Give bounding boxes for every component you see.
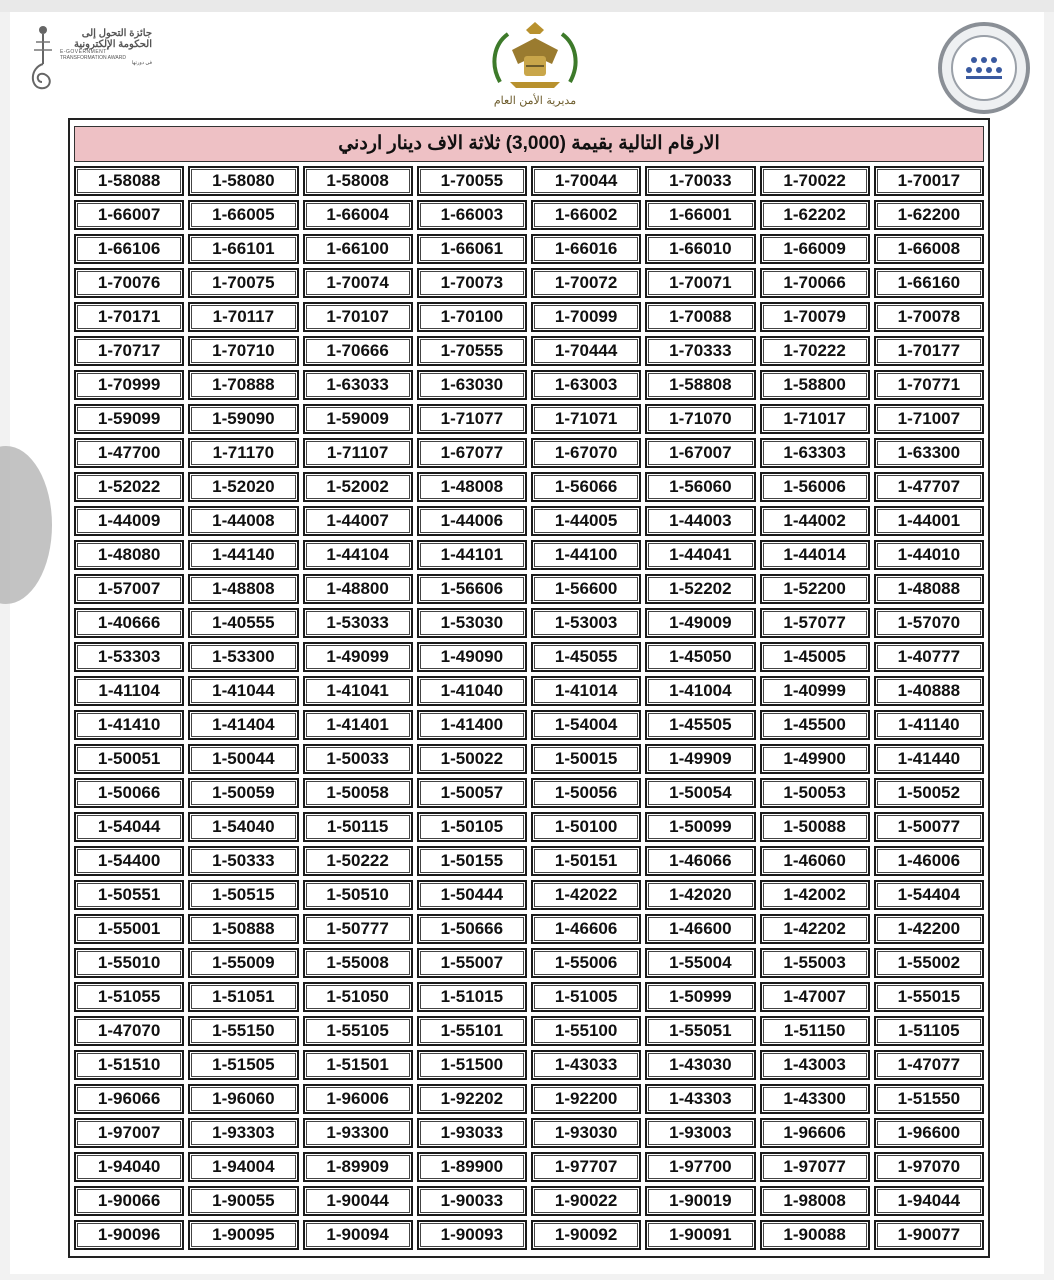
plate-number-cell: 1-70333 (645, 336, 755, 366)
plate-number-cell: 1-40999 (760, 676, 870, 706)
plate-number-cell: 1-50057 (417, 778, 527, 808)
plate-number-cell: 1-47077 (874, 1050, 984, 1080)
plate-number-cell: 1-50052 (874, 778, 984, 808)
plate-number-cell: 1-71017 (760, 404, 870, 434)
plate-number-cell: 1-93300 (303, 1118, 413, 1148)
plate-number-cell: 1-55003 (760, 948, 870, 978)
plate-number-cell: 1-70076 (74, 268, 184, 298)
plate-number-cell: 1-55015 (874, 982, 984, 1012)
plate-number-cell: 1-40555 (188, 608, 298, 638)
plate-number-cell: 1-66009 (760, 234, 870, 264)
plate-number-cell: 1-47700 (74, 438, 184, 468)
plate-number-cell: 1-50100 (531, 812, 641, 842)
plate-number-cell: 1-58088 (74, 166, 184, 196)
plate-number-cell: 1-41400 (417, 710, 527, 740)
plate-number-cell: 1-94044 (874, 1186, 984, 1216)
plate-number-cell: 1-70073 (417, 268, 527, 298)
plate-number-cell: 1-51500 (417, 1050, 527, 1080)
plate-number-cell: 1-90094 (303, 1220, 413, 1250)
egov-award-logo (28, 24, 152, 104)
plate-number-cell: 1-70022 (760, 166, 870, 196)
plate-number-cell: 1-63303 (760, 438, 870, 468)
plate-number-cell: 1-97077 (760, 1152, 870, 1182)
plate-number-cell: 1-50059 (188, 778, 298, 808)
plate-number-cell: 1-66001 (645, 200, 755, 230)
plate-number-cell: 1-44010 (874, 540, 984, 570)
plate-number-cell: 1-50058 (303, 778, 413, 808)
plate-number-cell: 1-70078 (874, 302, 984, 332)
plate-number-cell: 1-70177 (874, 336, 984, 366)
plate-number-cell: 1-90093 (417, 1220, 527, 1250)
plate-number-cell: 1-54004 (531, 710, 641, 740)
plate-number-cell: 1-50777 (303, 914, 413, 944)
plate-number-cell: 1-51055 (74, 982, 184, 1012)
plate-number-cell: 1-51150 (760, 1016, 870, 1046)
plate-number-cell: 1-47007 (760, 982, 870, 1012)
plate-number-cell: 1-90033 (417, 1186, 527, 1216)
plate-number-cell: 1-97707 (531, 1152, 641, 1182)
plate-number-cell: 1-52200 (760, 574, 870, 604)
plate-number-cell: 1-90055 (188, 1186, 298, 1216)
plate-number-cell: 1-45505 (645, 710, 755, 740)
plate-number-cell: 1-96066 (74, 1084, 184, 1114)
plate-number-cell: 1-50105 (417, 812, 527, 842)
plate-number-cell: 1-70071 (645, 268, 755, 298)
plate-number-cell: 1-89909 (303, 1152, 413, 1182)
plate-number-cell: 1-49090 (417, 642, 527, 672)
award-line-1: جائزة التحول إلى (81, 28, 152, 39)
plate-number-cell: 1-66160 (874, 268, 984, 298)
plate-number-cell: 1-49909 (645, 744, 755, 774)
plate-number-cell: 1-40777 (874, 642, 984, 672)
plate-number-cell: 1-71107 (303, 438, 413, 468)
plate-number-cell: 1-67077 (417, 438, 527, 468)
plate-number-cell: 1-50033 (303, 744, 413, 774)
plate-number-cell: 1-51015 (417, 982, 527, 1012)
plate-number-cell: 1-54400 (74, 846, 184, 876)
plate-number-cell: 1-89900 (417, 1152, 527, 1182)
plate-number-cell: 1-49900 (760, 744, 870, 774)
plate-number-cell: 1-59009 (303, 404, 413, 434)
plate-number-cell: 1-50551 (74, 880, 184, 910)
plate-number-cell: 1-62202 (760, 200, 870, 230)
plate-number-cell: 1-41041 (303, 676, 413, 706)
plate-number-cell: 1-66008 (874, 234, 984, 264)
plate-number-cell: 1-58808 (645, 370, 755, 400)
plate-number-cell: 1-49009 (645, 608, 755, 638)
plate-number-cell: 1-44006 (417, 506, 527, 536)
plate-number-cell: 1-40666 (74, 608, 184, 638)
plate-number-cell: 1-55105 (303, 1016, 413, 1046)
plate-number-cell: 1-51105 (874, 1016, 984, 1046)
plate-number-cell: 1-50088 (760, 812, 870, 842)
plate-number-cell: 1-44002 (760, 506, 870, 536)
plate-number-cell: 1-57077 (760, 608, 870, 638)
plate-number-cell: 1-55101 (417, 1016, 527, 1046)
plate-number-cell: 1-96606 (760, 1118, 870, 1148)
plate-number-cell: 1-56060 (645, 472, 755, 502)
plate-number-cell: 1-46060 (760, 846, 870, 876)
plate-number-cell: 1-53303 (74, 642, 184, 672)
plate-number-cell: 1-90088 (760, 1220, 870, 1250)
plate-number-cell: 1-70717 (74, 336, 184, 366)
plate-number-cell: 1-46600 (645, 914, 755, 944)
plate-number-cell: 1-59099 (74, 404, 184, 434)
plate-number-cell: 1-71077 (417, 404, 527, 434)
plate-number-cell: 1-50077 (874, 812, 984, 842)
table-title: الارقام التالية بقيمة (3,000) ثلاثة الاف دينار اردني (74, 126, 984, 162)
plate-number-cell: 1-50666 (417, 914, 527, 944)
award-line-4: TRANSFORMATION AWARD (60, 54, 126, 61)
plate-number-cell: 1-71007 (874, 404, 984, 434)
plate-number-cell: 1-43003 (760, 1050, 870, 1080)
plate-number-cell: 1-70171 (74, 302, 184, 332)
plate-numbers-table (74, 166, 984, 1250)
plate-number-cell: 1-55051 (645, 1016, 755, 1046)
plate-number-cell: 1-55009 (188, 948, 298, 978)
plate-number-cell: 1-56006 (760, 472, 870, 502)
plate-number-cell: 1-44005 (531, 506, 641, 536)
plate-number-cell: 1-56600 (531, 574, 641, 604)
plate-number-cell: 1-48008 (417, 472, 527, 502)
plate-number-cell: 1-55008 (303, 948, 413, 978)
plate-number-cell: 1-70771 (874, 370, 984, 400)
plate-number-cell: 1-70222 (760, 336, 870, 366)
plate-number-cell: 1-66003 (417, 200, 527, 230)
plate-number-cell: 1-51501 (303, 1050, 413, 1080)
plate-number-cell: 1-93033 (417, 1118, 527, 1148)
plate-number-cell: 1-90091 (645, 1220, 755, 1250)
plate-number-cell: 1-46006 (874, 846, 984, 876)
plate-number-cell: 1-90095 (188, 1220, 298, 1250)
plate-number-cell: 1-42202 (760, 914, 870, 944)
plate-number-cell: 1-48808 (188, 574, 298, 604)
plate-number-cell: 1-41044 (188, 676, 298, 706)
plate-number-cell: 1-59090 (188, 404, 298, 434)
plate-number-cell: 1-52020 (188, 472, 298, 502)
plate-number-cell: 1-70107 (303, 302, 413, 332)
plate-number-cell: 1-71070 (645, 404, 755, 434)
plate-number-cell: 1-70710 (188, 336, 298, 366)
plate-number-cell: 1-93303 (188, 1118, 298, 1148)
plate-number-cell: 1-96600 (874, 1118, 984, 1148)
plate-number-cell: 1-70100 (417, 302, 527, 332)
plate-number-cell: 1-70079 (760, 302, 870, 332)
plate-number-cell: 1-66106 (74, 234, 184, 264)
plate-number-cell: 1-41004 (645, 676, 755, 706)
plate-number-cell: 1-96060 (188, 1084, 298, 1114)
plate-number-cell: 1-70055 (417, 166, 527, 196)
plate-number-cell: 1-44101 (417, 540, 527, 570)
plate-number-cell: 1-50510 (303, 880, 413, 910)
plate-number-cell: 1-44104 (303, 540, 413, 570)
plate-number-cell: 1-47070 (74, 1016, 184, 1046)
eagle-crest-icon (480, 20, 590, 94)
plate-number-cell: 1-40888 (874, 676, 984, 706)
plate-number-cell: 1-70999 (74, 370, 184, 400)
plate-number-cell: 1-93003 (645, 1118, 755, 1148)
plate-number-cell: 1-66004 (303, 200, 413, 230)
plate-number-cell: 1-44014 (760, 540, 870, 570)
plate-number-cell: 1-57007 (74, 574, 184, 604)
plate-number-cell: 1-47707 (874, 472, 984, 502)
plate-number-cell: 1-55007 (417, 948, 527, 978)
plate-number-cell: 1-44009 (74, 506, 184, 536)
plate-number-cell: 1-66010 (645, 234, 755, 264)
plate-number-cell: 1-53003 (531, 608, 641, 638)
plate-number-cell: 1-48800 (303, 574, 413, 604)
plate-number-cell: 1-48080 (74, 540, 184, 570)
plate-number-cell: 1-44007 (303, 506, 413, 536)
plate-number-cell: 1-50222 (303, 846, 413, 876)
plate-number-cell: 1-97007 (74, 1118, 184, 1148)
plate-number-cell: 1-94040 (74, 1152, 184, 1182)
plate-number-cell: 1-63033 (303, 370, 413, 400)
plate-number-cell: 1-63300 (874, 438, 984, 468)
plate-number-cell: 1-42020 (645, 880, 755, 910)
plate-number-cell: 1-41410 (74, 710, 184, 740)
plate-number-cell: 1-66101 (188, 234, 298, 264)
award-line-2: الحكومة الإلكترونية (73, 39, 152, 50)
plate-number-cell: 1-41404 (188, 710, 298, 740)
plate-number-cell: 1-41040 (417, 676, 527, 706)
plate-number-cell: 1-54044 (74, 812, 184, 842)
plate-number-cell: 1-41014 (531, 676, 641, 706)
plate-number-cell: 1-50051 (74, 744, 184, 774)
award-emblem-icon (28, 24, 58, 96)
plate-number-cell: 1-66007 (74, 200, 184, 230)
plate-number-cell: 1-46606 (531, 914, 641, 944)
plate-number-cell: 1-70444 (531, 336, 641, 366)
plate-number-cell: 1-58008 (303, 166, 413, 196)
plate-number-cell: 1-63030 (417, 370, 527, 400)
plate-number-cell: 1-70099 (531, 302, 641, 332)
plate-number-cell: 1-62200 (874, 200, 984, 230)
plate-number-cell: 1-53030 (417, 608, 527, 638)
plate-number-cell: 1-66005 (188, 200, 298, 230)
plate-number-cell: 1-54404 (874, 880, 984, 910)
plate-number-cell: 1-50015 (531, 744, 641, 774)
plate-number-cell: 1-55100 (531, 1016, 641, 1046)
plate-number-cell: 1-58080 (188, 166, 298, 196)
plate-number-cell: 1-70555 (417, 336, 527, 366)
plate-number-cell: 1-50044 (188, 744, 298, 774)
plate-number-cell: 1-56606 (417, 574, 527, 604)
plate-number-cell: 1-94004 (188, 1152, 298, 1182)
plate-number-cell: 1-66002 (531, 200, 641, 230)
plate-number-cell: 1-51050 (303, 982, 413, 1012)
plate-number-cell: 1-70033 (645, 166, 755, 196)
plate-number-cell: 1-90092 (531, 1220, 641, 1250)
plate-number-cell: 1-50155 (417, 846, 527, 876)
award-line-3: E-GOVERNMENT (60, 49, 107, 55)
plate-number-cell: 1-70666 (303, 336, 413, 366)
plate-number-cell: 1-45500 (760, 710, 870, 740)
plate-number-cell: 1-66100 (303, 234, 413, 264)
plate-number-cell: 1-45005 (760, 642, 870, 672)
plate-number-cell: 1-58800 (760, 370, 870, 400)
plate-number-cell: 1-92200 (531, 1084, 641, 1114)
plate-number-cell: 1-67007 (645, 438, 755, 468)
plate-number-cell: 1-50022 (417, 744, 527, 774)
plate-number-cell: 1-92202 (417, 1084, 527, 1114)
plate-number-cell: 1-50054 (645, 778, 755, 808)
plate-number-cell: 1-97070 (874, 1152, 984, 1182)
plate-number-cell: 1-56066 (531, 472, 641, 502)
plate-number-cell: 1-50056 (531, 778, 641, 808)
plate-number-cell: 1-45055 (531, 642, 641, 672)
plate-number-cell: 1-50515 (188, 880, 298, 910)
plate-number-cell: 1-44140 (188, 540, 298, 570)
plate-number-cell: 1-90022 (531, 1186, 641, 1216)
plate-number-cell: 1-50115 (303, 812, 413, 842)
plate-number-cell: 1-55150 (188, 1016, 298, 1046)
plate-number-cell: 1-50444 (417, 880, 527, 910)
plate-number-cell: 1-43033 (531, 1050, 641, 1080)
plate-number-cell: 1-42022 (531, 880, 641, 910)
plate-number-cell: 1-55010 (74, 948, 184, 978)
plate-number-cell: 1-50888 (188, 914, 298, 944)
plate-number-cell: 1-51505 (188, 1050, 298, 1080)
plate-number-cell: 1-52022 (74, 472, 184, 502)
plate-number-cell: 1-43030 (645, 1050, 755, 1080)
plate-number-cell: 1-41401 (303, 710, 413, 740)
plate-number-cell: 1-50333 (188, 846, 298, 876)
plate-number-cell: 1-44041 (645, 540, 755, 570)
viewer-top-bar (0, 0, 1054, 12)
plate-number-cell: 1-54040 (188, 812, 298, 842)
plate-number-cell: 1-55004 (645, 948, 755, 978)
plate-number-cell: 1-52202 (645, 574, 755, 604)
award-line-5: في دورتها (131, 60, 152, 66)
plate-number-cell: 1-90096 (74, 1220, 184, 1250)
plate-number-cell: 1-44100 (531, 540, 641, 570)
center-logo-caption: مديرية الأمن العام (493, 94, 577, 107)
plate-number-cell: 1-70044 (531, 166, 641, 196)
plate-number-cell: 1-57070 (874, 608, 984, 638)
plate-number-cell: 1-45050 (645, 642, 755, 672)
plate-number-cell: 1-66016 (531, 234, 641, 264)
plate-number-cell: 1-52002 (303, 472, 413, 502)
plate-number-cell: 1-51510 (74, 1050, 184, 1080)
plate-number-cell: 1-53300 (188, 642, 298, 672)
plate-number-cell: 1-71071 (531, 404, 641, 434)
plate-number-cell: 1-53033 (303, 608, 413, 638)
plate-number-cell: 1-67070 (531, 438, 641, 468)
plate-number-cell: 1-55006 (531, 948, 641, 978)
plate-number-cell: 1-41104 (74, 676, 184, 706)
plate-number-cell: 1-50053 (760, 778, 870, 808)
plate-number-cell: 1-97700 (645, 1152, 755, 1182)
public-security-logo (480, 20, 590, 112)
plate-number-cell: 1-41440 (874, 744, 984, 774)
plate-number-cell: 1-70072 (531, 268, 641, 298)
right-seal-logo (936, 20, 1032, 116)
plate-number-cell: 1-70017 (874, 166, 984, 196)
plate-number-cell: 1-70066 (760, 268, 870, 298)
plate-number-cell: 1-49099 (303, 642, 413, 672)
plate-number-cell: 1-51051 (188, 982, 298, 1012)
plate-number-cell: 1-44001 (874, 506, 984, 536)
plate-number-cell: 1-90077 (874, 1220, 984, 1250)
plate-number-cell: 1-90019 (645, 1186, 755, 1216)
plate-number-cell: 1-70117 (188, 302, 298, 332)
plate-number-cell: 1-70088 (645, 302, 755, 332)
plate-number-cell: 1-98008 (760, 1186, 870, 1216)
plate-number-cell: 1-93030 (531, 1118, 641, 1148)
plate-number-cell: 1-63003 (531, 370, 641, 400)
plate-number-cell: 1-96006 (303, 1084, 413, 1114)
plate-number-cell: 1-70075 (188, 268, 298, 298)
plate-number-cell: 1-90044 (303, 1186, 413, 1216)
plate-number-cell: 1-43300 (760, 1084, 870, 1114)
plate-number-cell: 1-70888 (188, 370, 298, 400)
plate-number-cell: 1-66061 (417, 234, 527, 264)
plate-number-cell: 1-50066 (74, 778, 184, 808)
plate-number-cell: 1-51550 (874, 1084, 984, 1114)
plate-number-cell: 1-50099 (645, 812, 755, 842)
plate-number-cell: 1-55002 (874, 948, 984, 978)
plate-number-cell: 1-48088 (874, 574, 984, 604)
star-seal-icon (936, 20, 1032, 116)
plate-number-cell: 1-42200 (874, 914, 984, 944)
plate-number-cell: 1-43303 (645, 1084, 755, 1114)
plate-number-cell: 1-55001 (74, 914, 184, 944)
plate-number-cell: 1-70074 (303, 268, 413, 298)
plate-number-cell: 1-41140 (874, 710, 984, 740)
plate-number-cell: 1-50151 (531, 846, 641, 876)
plate-number-cell: 1-46066 (645, 846, 755, 876)
plate-number-cell: 1-42002 (760, 880, 870, 910)
plate-number-cell: 1-51005 (531, 982, 641, 1012)
plate-number-cell: 1-71170 (188, 438, 298, 468)
plate-number-cell: 1-44003 (645, 506, 755, 536)
plate-number-cell: 1-90066 (74, 1186, 184, 1216)
plate-number-cell: 1-44008 (188, 506, 298, 536)
plate-number-cell: 1-50999 (645, 982, 755, 1012)
